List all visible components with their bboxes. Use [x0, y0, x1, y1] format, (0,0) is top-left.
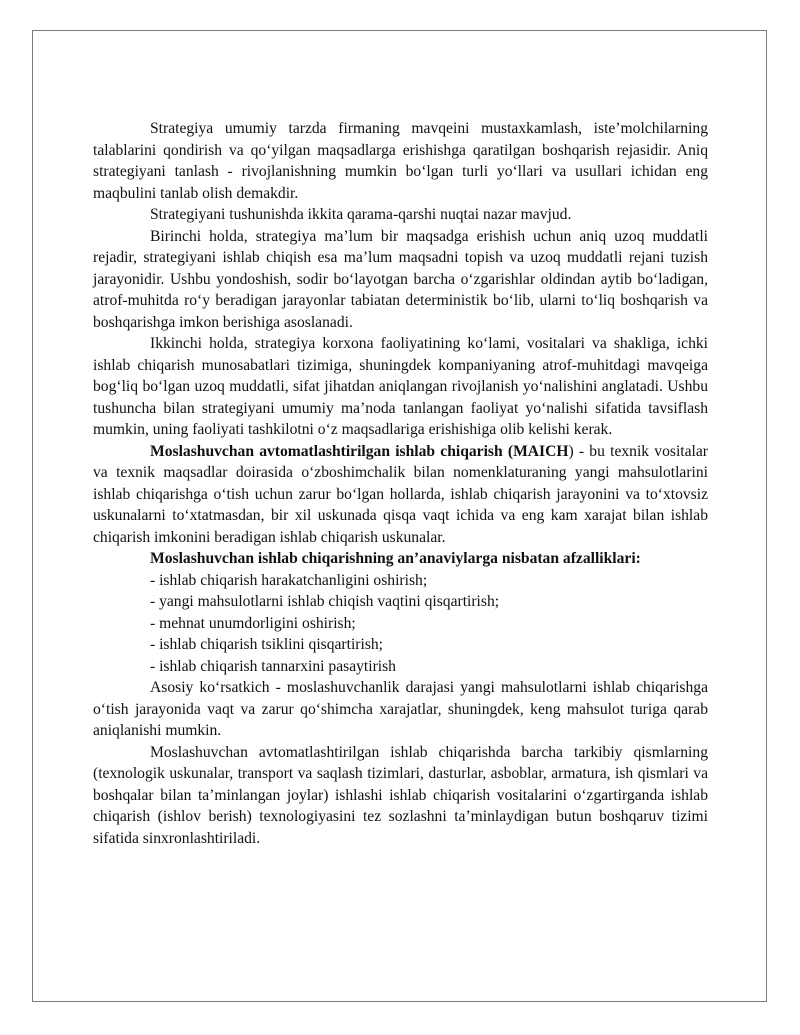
document-body: [93, 118, 708, 849]
maich-description: ) - bu texnik vositalar va texnik maqsadlar doirasida o‘zboshimchalik bilan nomenklaturaning yangi mahsulotlarini ishlab chiqarishga o‘tish uchun zarur bo‘lgan hollarda, ishlab chiqarish jarayonini va to‘xtovsiz uskunalarni to‘xtatmasdan, bir xil uskunada qisqa vaqt ichida va eng kam xarajat bilan ishlab chiqarish imkonini beradigan ishlab chiqarish uskunalar.: [93, 442, 708, 546]
advantages-heading: Moslashuvchan ishlab chiqarishning an’anaviylarga nisbatan afzalliklari:: [150, 550, 641, 567]
paragraph-first-view: Birinchi holda, strategiya ma’lum bir maqsadga erishish uchun aniq uzoq muddatli rejadir, strategiyani ishlab chiqish esa ma’lum maqsadni topish va uzoq muddatli rejani tuzish jarayonidir. Ushbu yondoshish, sodir bo‘layotgan barcha o‘zgarishlar oldindan aytib bo‘ladigan, atrof-muhitda ro‘y beradigan jarayonlar tabiatan deterministik bo‘lib, ularni to‘liq boshqarish va boshqarishga imkon berishiga asoslanadi.: [93, 227, 708, 331]
paragraph-two-views: Strategiyani tushunishda ikkita qarama-qarshi nuqtai nazar mavjud.: [150, 206, 572, 223]
paragraph-key-indicator: Asosiy ko‘rsatkich - moslashuvchanlik darajasi yangi mahsulotlarni ishlab chiqarishga o‘tish jarayonida vaqt va zarur qo‘shimcha xarajatlar, shuningdek, keng mahsulot turiga qarab aniqlanishi mumkin.: [93, 679, 708, 739]
advantage-item: - yangi mahsulotlarni ishlab chiqish vaqtini qisqartirish;: [150, 593, 500, 610]
paragraph-strategy-definition: Strategiya umumiy tarzda firmaning mavqeini mustaxkamlash, iste’molchilarning talablarini qondirish va qo‘yilgan maqsadlarga erishishga qaratilgan boshqarish rejasidir. Aniq strategiyani tanlash - rivojlanishning mumkin bo‘lgan turli yo‘llari va usullari ichidan eng maqbulini tanlab olish demakdir.: [93, 120, 708, 202]
paragraph-second-view: Ikkinchi holda, strategiya korxona faoliyatining ko‘lami, vositalari va shakliga, ichki ishlab chiqarish munosabatlari tizimiga, shuningdek kompaniyaning atrof-muhitdagi mavqeiga bog‘liq bo‘lgan uzoq muddatli, sifat jihatdan aniqlangan rivojlanish yo‘nalishini anglatadi. Ushbu tushuncha bilan strategiyani umumiy ma’noda tanlangan faoliyat yo‘nalishi sifatida tavsiflash mumkin, uning faoliyati tashkilotni o‘z maqsadlariga erishishiga olib kelishi kerak.: [93, 335, 708, 438]
advantage-item: - ishlab chiqarish harakatchanligini oshirish;: [150, 571, 428, 589]
paragraph-maich-definition: [93, 441, 708, 549]
advantage-item: - ishlab chiqarish tannarxini pasaytirish: [150, 657, 396, 675]
paragraph-synchronization: Moslashuvchan avtomatlashtirilgan ishlab chiqarishda barcha tarkibiy qismlarning (texnologik uskunalar, transport va saqlash tizimlari, dasturlar, asboblar, armatura, ish qismlari va boshqalar bilan ta’minlangan joylar) ishlashi ishlab chiqarish vositalarini o‘zgartirganda ishlab chiqarish (ishlov berish) texnologiyasini tez sozlashni ta’minlaydigan butun boshqaruv tizimi sifatida sinxronlashtiriladi.: [93, 743, 708, 847]
maich-term: Moslashuvchan avtomatlashtirilgan ishlab chiqarish (MAICH: [150, 442, 569, 460]
advantage-item: - ishlab chiqarish tsiklini qisqartirish;: [150, 636, 384, 653]
advantage-item: - mehnat unumdorligini oshirish;: [150, 614, 356, 632]
